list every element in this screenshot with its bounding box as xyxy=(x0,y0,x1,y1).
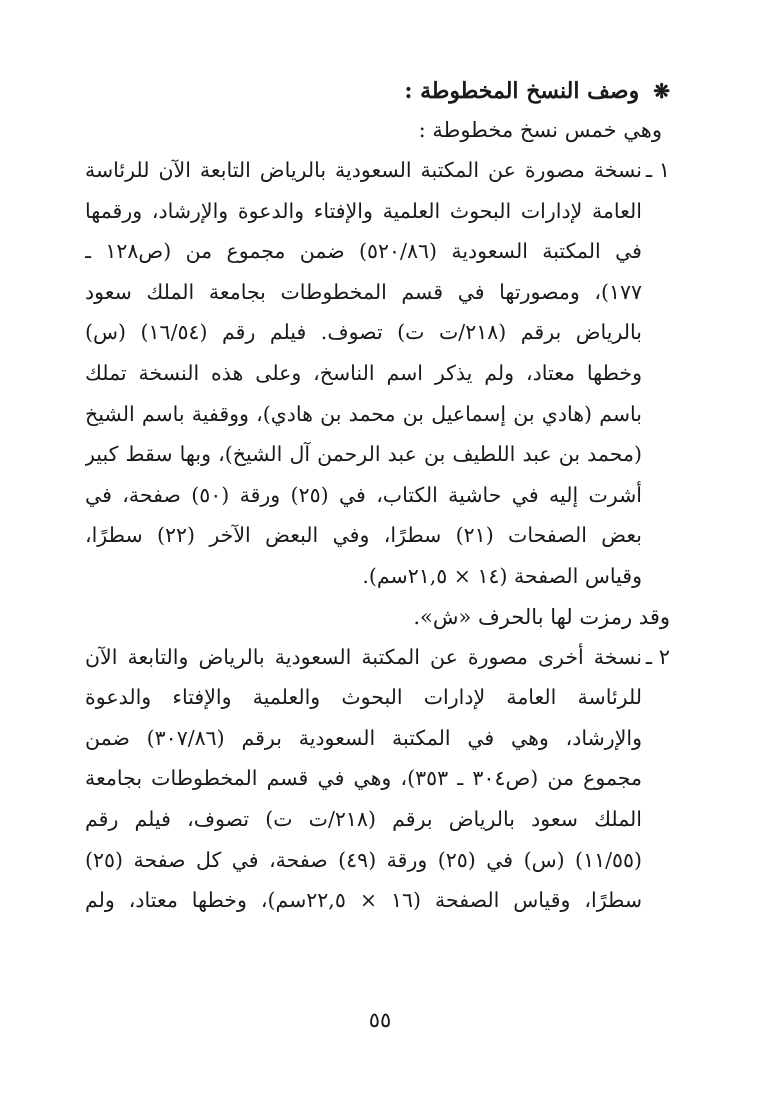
text-line: ١٧٧)، ومصورتها في قسم المخطوطات بجامعة الملك سعود xyxy=(85,279,642,304)
text-line: العامة لإدارات البحوث العلمية والإفتاء والدعوة والإرشاد، ورقمها xyxy=(85,198,642,223)
list-item xyxy=(85,150,670,597)
item-text xyxy=(85,637,642,921)
text-line: سطرًا، وقياس الصفحة (١٦ × ٢٢,٥سم)، وخطها معتاد، ولم xyxy=(85,888,642,913)
text-line: الملك سعود بالرياض برقم (٢١٨/ت ت) تصوف، فيلم رقم xyxy=(85,806,642,831)
text-line: والإرشاد، وهي في المكتبة السعودية برقم (٣٠٧/٨٦) ضمن xyxy=(85,725,642,750)
text-line: بعض الصفحات (٢١) سطرًا، وفي البعض الآخر (٢٢) سطرًا، xyxy=(85,523,642,548)
text-line: باسم (هادي بن إسماعيل بن محمد بن هادي)، ووقفية باسم الشيخ xyxy=(85,401,642,426)
item-number: ١ ـ xyxy=(645,158,670,182)
text-line: أشرت إليه في حاشية الكتاب، في (٢٥) ورقة (٥٠) صفحة، في xyxy=(85,482,642,507)
list-item xyxy=(85,637,670,921)
text-line: وقياس الصفحة (١٤ × ٢١,٥سم). xyxy=(362,563,642,588)
text-line: للرئاسة العامة لإدارات البحوث والعلمية والإفتاء والدعوة xyxy=(85,685,642,710)
page-number: ٥٥ xyxy=(368,1008,392,1032)
item-number: ٢ ـ xyxy=(645,644,670,669)
section-heading-text: وصف النسخ المخطوطة : xyxy=(404,78,640,104)
text-line: نسخة مصورة عن المكتبة السعودية بالرياض التابعة الآن للرئاسة xyxy=(85,158,642,182)
text-line: بالرياض برقم (٢١٨/ت ت) تصوف. فيلم رقم (١٦/٥٤) (س) xyxy=(85,320,642,345)
section-heading xyxy=(85,72,670,110)
text-line: في المكتبة السعودية (٥٢٠/٨٦) ضمن مجموع من (ص١٢٨ ـ xyxy=(85,239,642,264)
text-line: (١١/٥٥) (س) في (٢٥) ورقة (٤٩) صفحة، في كل صفحة (٢٥) xyxy=(85,847,642,872)
text-line: وخطها معتاد، ولم يذكر اسم الناسخ، وعلى هذه النسخة تملك xyxy=(85,360,642,385)
asterism-icon: ❋ xyxy=(653,79,670,103)
page-body xyxy=(85,72,670,921)
item-text xyxy=(85,150,642,597)
intro-line: وهي خمس نسخ مخطوطة : xyxy=(418,118,662,142)
symbol-note: وقد رمزت لها بالحرف «ش». xyxy=(413,604,670,629)
text-line: نسخة أخرى مصورة عن المكتبة السعودية بالرياض والتابعة الآن xyxy=(85,644,642,669)
text-line: (محمد بن عبد اللطيف بن عبد الرحمن آل الشيخ)، وبها سقط كبير xyxy=(85,442,642,467)
text-line: مجموع من (ص٣٠٤ ـ ٣٥٣)، وهي في قسم المخطوطات بجامعة xyxy=(85,766,642,791)
